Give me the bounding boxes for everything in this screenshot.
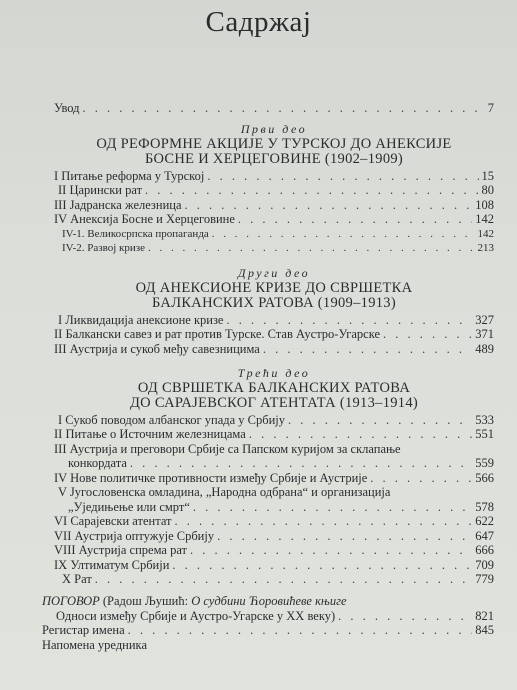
toc-entry-registar <box>42 623 494 638</box>
leader-dots <box>226 313 472 328</box>
entry-page: 647 <box>475 528 494 543</box>
entry-label: VI Сарајевски атентат <box>54 514 172 528</box>
leader-dots <box>148 241 475 256</box>
toc-entry <box>54 313 494 328</box>
toc-entry <box>54 543 494 558</box>
entry-label: I Ликвидација анексионе кризе <box>58 312 224 327</box>
entry-label: IX Ултиматум Србији <box>54 557 170 572</box>
entry-label: II Балкански савез и рат против Турске. Став Аустро-Угарске <box>54 327 381 341</box>
leader-dots <box>249 427 472 442</box>
entry-label: Регистар имена <box>42 623 125 637</box>
entry-label: II Царински рат <box>58 183 143 197</box>
entry-page: 142 <box>477 227 494 240</box>
entry-label: III Аустрија и сукоб међу савезницима <box>54 341 260 356</box>
entry-label-cont: конкордата <box>68 456 127 470</box>
entry-label: VIII Аустрија спрема рат <box>54 543 188 557</box>
toc-entry <box>54 514 494 529</box>
entry-page: 213 <box>477 242 494 254</box>
toc-entry <box>54 558 494 573</box>
leader-dots <box>263 342 472 357</box>
part-title-line: ОД СВРШЕТКА БАЛКАНСКИХ РАТОВА <box>137 379 411 396</box>
entry-page: 845 <box>475 623 494 637</box>
toc-entry <box>54 212 494 227</box>
leader-dots <box>288 413 472 428</box>
entry-label: V Југословенска омладина, „Народна одбрана“ и организација <box>58 485 391 499</box>
entry-page: 709 <box>475 557 494 572</box>
toc-entry-continued <box>42 609 494 624</box>
toc-entry-continued <box>54 500 494 515</box>
toc-entry <box>54 327 494 342</box>
entry-page: 578 <box>475 499 494 514</box>
toc-entry <box>54 413 494 428</box>
leader-dots <box>175 514 473 529</box>
entry-page: 371 <box>475 327 494 341</box>
page-title: Садржај <box>205 6 312 38</box>
leader-dots <box>238 212 472 227</box>
toc-entry <box>54 342 494 357</box>
entry-page: 622 <box>475 514 494 528</box>
entry-label: VII Аустрија оптужује Србију <box>54 528 215 543</box>
part-label: Трећи део <box>237 366 311 380</box>
entry-label: IV Анексија Босне и Херцеговине <box>54 212 235 226</box>
leader-dots <box>190 543 472 558</box>
entry-label: II Питање о Источним железницама <box>54 427 246 441</box>
entry-page: 80 <box>481 183 494 197</box>
toc-entry <box>54 572 494 587</box>
entry-page: 779 <box>475 572 494 586</box>
entry-page: 559 <box>475 456 494 470</box>
entry-page: 666 <box>475 543 494 557</box>
leader-dots <box>338 609 472 624</box>
part-title-line: ДО САРАЈЕВСКОГ АТЕНТАТА (1913–1914) <box>129 394 419 411</box>
entry-label: I Питање реформа у Турској <box>54 168 205 183</box>
leader-dots <box>83 101 485 116</box>
toc-entry <box>54 169 494 184</box>
entry-label: I Сукоб поводом албанског упада у Србију <box>58 412 286 427</box>
toc-entry <box>54 485 494 500</box>
part-title-line: БОСНЕ И ХЕРЦЕГОВИНЕ (1902–1909) <box>144 150 404 167</box>
toc-entry <box>54 183 494 198</box>
toc-subentry <box>54 227 494 242</box>
pogovor-text: (Радош Љушић: <box>102 594 189 608</box>
entry-page: 142 <box>475 212 494 226</box>
leader-dots <box>212 227 475 242</box>
entry-label: Увод <box>54 101 80 115</box>
part-label: Други део <box>237 266 311 280</box>
toc-entry <box>54 198 494 213</box>
pogovor-label: ПОГОВОР <box>42 594 100 608</box>
leader-dots <box>383 327 472 342</box>
leader-dots <box>370 471 472 486</box>
leader-dots <box>207 169 478 184</box>
toc-part-2 <box>54 262 494 356</box>
leader-dots <box>95 572 472 587</box>
leader-dots <box>128 623 473 638</box>
entry-label-cont: Односи између Србије и Аустро-Угарске у XX веку) <box>56 608 336 623</box>
entry-page: 108 <box>475 197 494 212</box>
toc-entry-napomena <box>42 638 494 653</box>
leader-dots <box>193 500 472 515</box>
entry-label: III Аустрија и преговори Србије са Папском куријом за склапање <box>54 441 401 456</box>
entry-page: 327 <box>475 312 494 327</box>
toc-entry-continued <box>54 456 494 471</box>
pogovor-italic: О судбини Ћоровићеве књиге <box>191 594 347 608</box>
part-title-line: ОД АНЕКСИОНЕ КРИЗЕ ДО СВРШЕТКА <box>135 279 413 296</box>
toc-entry <box>54 471 494 486</box>
part-label: Први део <box>240 122 308 136</box>
entry-page: 15 <box>481 168 494 183</box>
leader-dots <box>145 183 478 198</box>
toc-entry <box>54 442 494 457</box>
entry-label: III Јадранска железница <box>54 197 182 212</box>
leader-dots <box>172 558 472 573</box>
toc-subentry <box>54 241 494 256</box>
entry-page: 533 <box>475 412 494 427</box>
part-title-line: БАЛКАНСКИХ РАТОВА (1909–1913) <box>152 294 396 311</box>
leader-dots <box>217 529 472 544</box>
entry-page: 566 <box>475 470 494 485</box>
entry-label-cont: „Уједињење или смрт“ <box>68 499 190 514</box>
entry-label: IV-1. Великосрпска пропаганда <box>62 227 209 240</box>
entry-label: IV Нове политичке противности између Србије и Аустрије <box>54 470 368 485</box>
toc-intro <box>54 101 494 116</box>
toc-entry-pogovor <box>42 594 494 609</box>
entry-label: IV-2. Развој кризе <box>62 242 145 254</box>
leader-dots <box>130 456 472 471</box>
part-title-line: ОД РЕФОРМНЕ АКЦИЈЕ У ТУРСКОЈ ДО АНЕКСИЈЕ <box>96 135 452 152</box>
entry-page: 551 <box>475 427 494 441</box>
entry-page: 489 <box>475 341 494 356</box>
toc-entry-intro <box>54 101 494 116</box>
leader-dots <box>185 198 473 213</box>
entry-page: 821 <box>475 608 494 623</box>
entry-label: X Рат <box>62 572 92 586</box>
toc-entry <box>54 427 494 442</box>
toc-entry <box>54 529 494 544</box>
toc-part-3 <box>54 362 494 587</box>
entry-label: Напомена уредника <box>42 637 147 652</box>
entry-page: 7 <box>487 101 494 115</box>
toc-appendix <box>42 594 494 652</box>
toc-part-1 <box>54 118 494 256</box>
